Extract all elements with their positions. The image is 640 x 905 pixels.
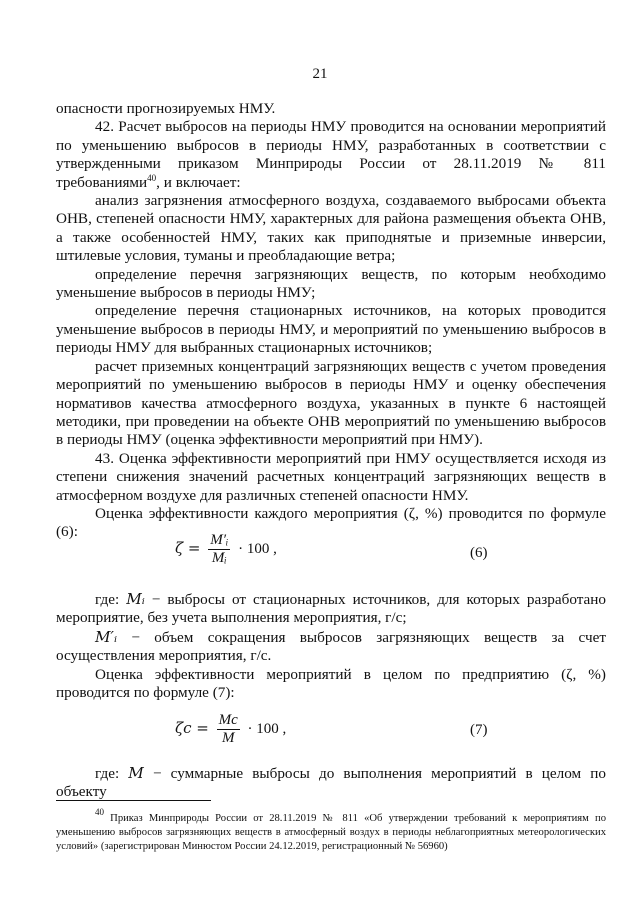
symbol-mi-prime: M′ᵢ — [95, 627, 118, 646]
formula-7-denominator: M — [221, 730, 235, 746]
symbol-m: M — [128, 764, 144, 782]
footnote-ref: 40 — [147, 172, 157, 183]
text-block-bottom — [56, 764, 606, 802]
formula-6-number: (6) — [470, 545, 488, 561]
paragraph-intro: опасности прогнозируемых НМУ. — [56, 100, 276, 117]
page-number: 21 — [312, 66, 328, 82]
footnote — [56, 807, 606, 854]
footnote-divider — [56, 800, 211, 801]
paragraph-formula7-intro: Оценка эффективности мероприятий в целом по предприятию (ζ, %) проводится по формуле (7): — [56, 665, 606, 702]
where-m-text: − суммарные выбросы до выполнения мероприятий в целом по объекту — [56, 765, 606, 801]
formula-7-fraction — [217, 712, 240, 747]
where-mi-prime — [56, 628, 606, 666]
formula-6-numerator: M′ᵢ — [210, 532, 229, 548]
formula-7-rhs: · 100 , — [247, 720, 287, 737]
text-block-middle — [56, 590, 606, 702]
formula-6-denominator: Mᵢ — [211, 550, 227, 566]
where-mi-text: − выбросы от стационарных источников, для которых разработано мероприятие, без учета выполнения мероприятия, г/с; — [56, 591, 607, 627]
list-item: определение перечня загрязняющих веществ, по которым необходимо уменьшение выбросов в периоды НМУ; — [56, 265, 606, 302]
text-block-top — [56, 100, 606, 542]
formula-7 — [175, 712, 286, 747]
footnote-number: 40 — [95, 807, 104, 817]
formula-6-fraction — [208, 532, 230, 567]
list-item: расчет приземных концентраций загрязняющих веществ с учетом проведения мероприятий по уменьшению выбросов в периоды НМУ и оценку обеспечения нормативов качества атмосферного воздуха, указанных в пункте 6 настоящей методики, при проведении на объекте ОНВ мероприятий по уменьшению выбросов в периоды НМУ (оценка эффективности мероприятий при НМУ). — [56, 357, 606, 449]
symbol-mi: Mᵢ — [126, 590, 145, 608]
formula-6-lhs: ζ = — [175, 538, 201, 557]
formula-7-number: (7) — [470, 722, 488, 738]
paragraph-43: 43. Оценка эффективности мероприятий при НМУ осуществляется исходя из степени снижения значений расчетных концентраций загрязняющих веществ в атмосферном воздухе для различных степеней опасности НМУ. — [56, 449, 606, 504]
paragraph-formula6-intro: Оценка эффективности каждого мероприятия (ζ, %) проводится по формуле (6): — [56, 504, 606, 541]
footnote-text: Приказ Минприроды России от 28.11.2019 № 811 «Об утверждении требований к мероприятиям по уменьшению выбросов загрязняющих веществ в атмосферный воздух в периоды неблагоприятных метеорологических условий» (зарегистрирован Минюстом России 24.12.2019, регистрационный № 56960) — [56, 813, 606, 852]
paragraph-42 — [56, 118, 606, 192]
formula-7-lhs: ζc = — [175, 718, 209, 737]
list-item: определение перечня стационарных источников, на которых проводится уменьшение выбросов в периоды НМУ, и мероприятий по уменьшению выбросов в периоды НМУ для выбранных стационарных источников; — [56, 302, 606, 357]
where-label: где: — [95, 591, 120, 608]
formula-6 — [175, 532, 277, 567]
where-m — [56, 764, 606, 802]
formula-7-numerator: Mc — [218, 712, 238, 728]
where-mi — [56, 590, 606, 628]
where-mi-prime-text: − объем сокращения выбросов загрязняющих веществ за счет осуществления мероприятия, г/с. — [56, 628, 606, 665]
list-item: анализ загрязнения атмосферного воздуха, создаваемого выбросами объекта ОНВ, степеней опасности НМУ, характерных для района размещения объекта ОНВ, а также особенностей НМУ, таких как приподнятые и приземные инверсии, штилевые условия, туманы и преобладающие ветра; — [56, 192, 606, 265]
paragraph-42-text: 42. Расчет выбросов на периоды НМУ проводится на основании мероприятий по уменьшению выбросов в периоды НМУ, разработанных в соответствии с утвержденными приказом Минприроды России от 28.11.2019 № 811 требованиями — [56, 118, 606, 191]
paragraph-42-end: , и включает: — [156, 173, 241, 191]
where-label: где: — [95, 765, 120, 782]
formula-6-rhs: · 100 , — [238, 540, 277, 557]
footnote-paragraph — [56, 807, 606, 854]
